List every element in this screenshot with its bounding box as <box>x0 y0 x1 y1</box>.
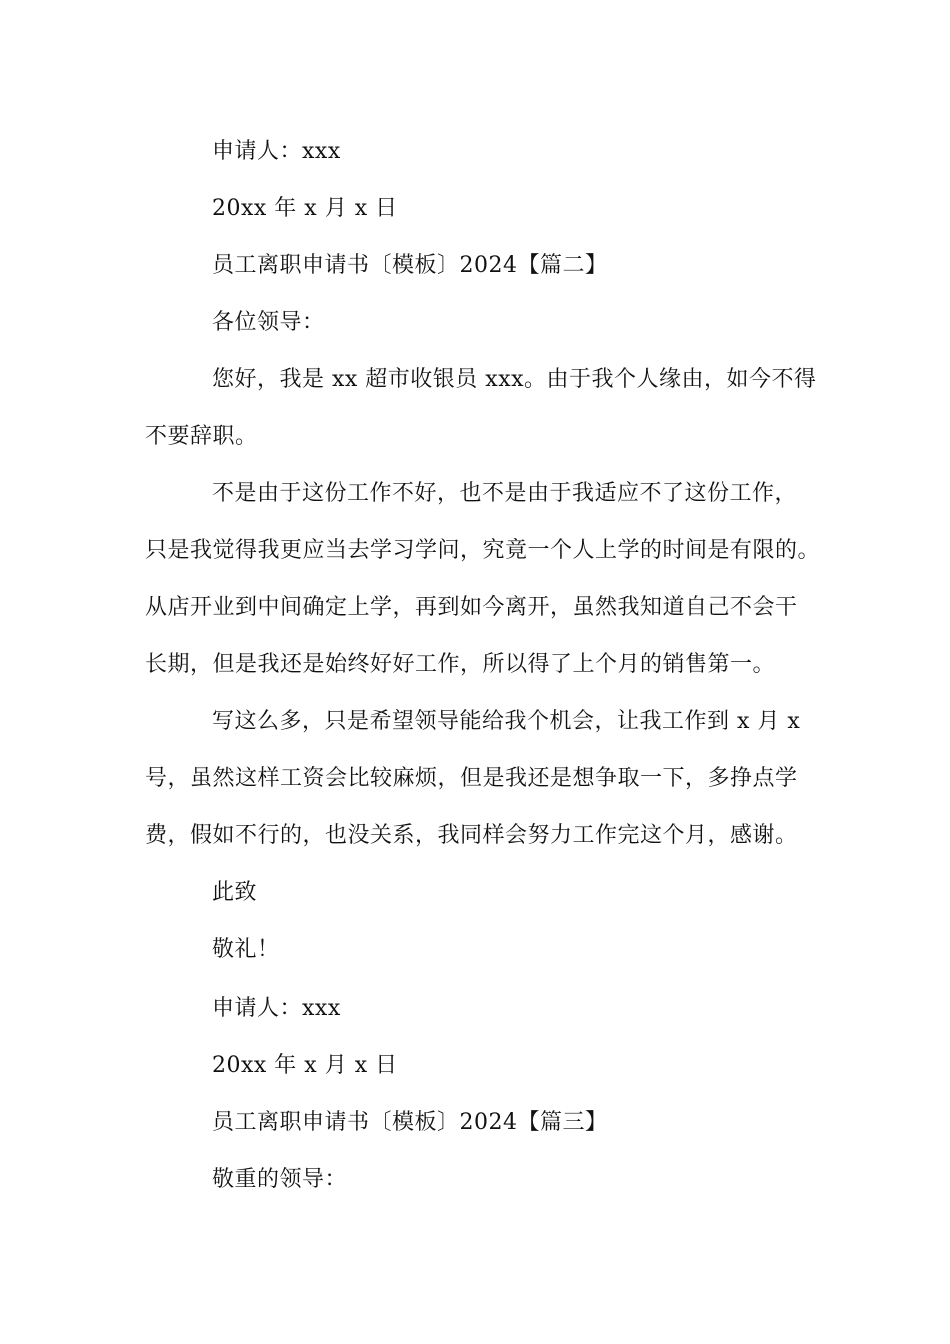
salutation: 敬重的领导： <box>212 1167 348 1192</box>
applicant-line: 申请人：xxx <box>212 139 341 164</box>
date-line: 20xx 年 x 月 x 日 <box>212 196 398 221</box>
section-heading: 员工离职申请书〔模板〕2024【篇二】 <box>212 253 608 278</box>
paragraph-line: 长期，但是我还是始终好好工作，所以得了上个月的销售第一。 <box>145 652 776 677</box>
date-line: 20xx 年 x 月 x 日 <box>212 1053 398 1078</box>
closing-line: 敬礼！ <box>212 937 280 962</box>
section-heading: 员工离职申请书〔模板〕2024【篇三】 <box>212 1110 608 1135</box>
paragraph-line: 不要辞职。 <box>145 424 258 449</box>
paragraph-line: 从店开业到中间确定上学，再到如今离开，虽然我知道自己不会干 <box>145 595 798 620</box>
closing-line: 此致 <box>212 880 258 905</box>
paragraph-line: 只是我觉得我更应当去学习学问，究竟一个人上学的时间是有限的。 <box>145 538 821 563</box>
paragraph-line: 费，假如不行的，也没关系，我同样会努力工作完这个月，感谢。 <box>145 823 798 848</box>
salutation: 各位领导： <box>212 310 325 335</box>
paragraph-line: 不是由于这份工作不好，也不是由于我适应不了这份工作， <box>212 481 798 506</box>
paragraph-line: 您好，我是 xx 超市收银员 xxx。由于我个人缘由，如今不得 <box>212 367 817 392</box>
paragraph-line: 写这么多，只是希望领导能给我个机会，让我工作到 x 月 x <box>212 709 801 734</box>
applicant-line: 申请人：xxx <box>212 996 341 1021</box>
paragraph-line: 号，虽然这样工资会比较麻烦，但是我还是想争取一下，多挣点学 <box>145 766 798 791</box>
